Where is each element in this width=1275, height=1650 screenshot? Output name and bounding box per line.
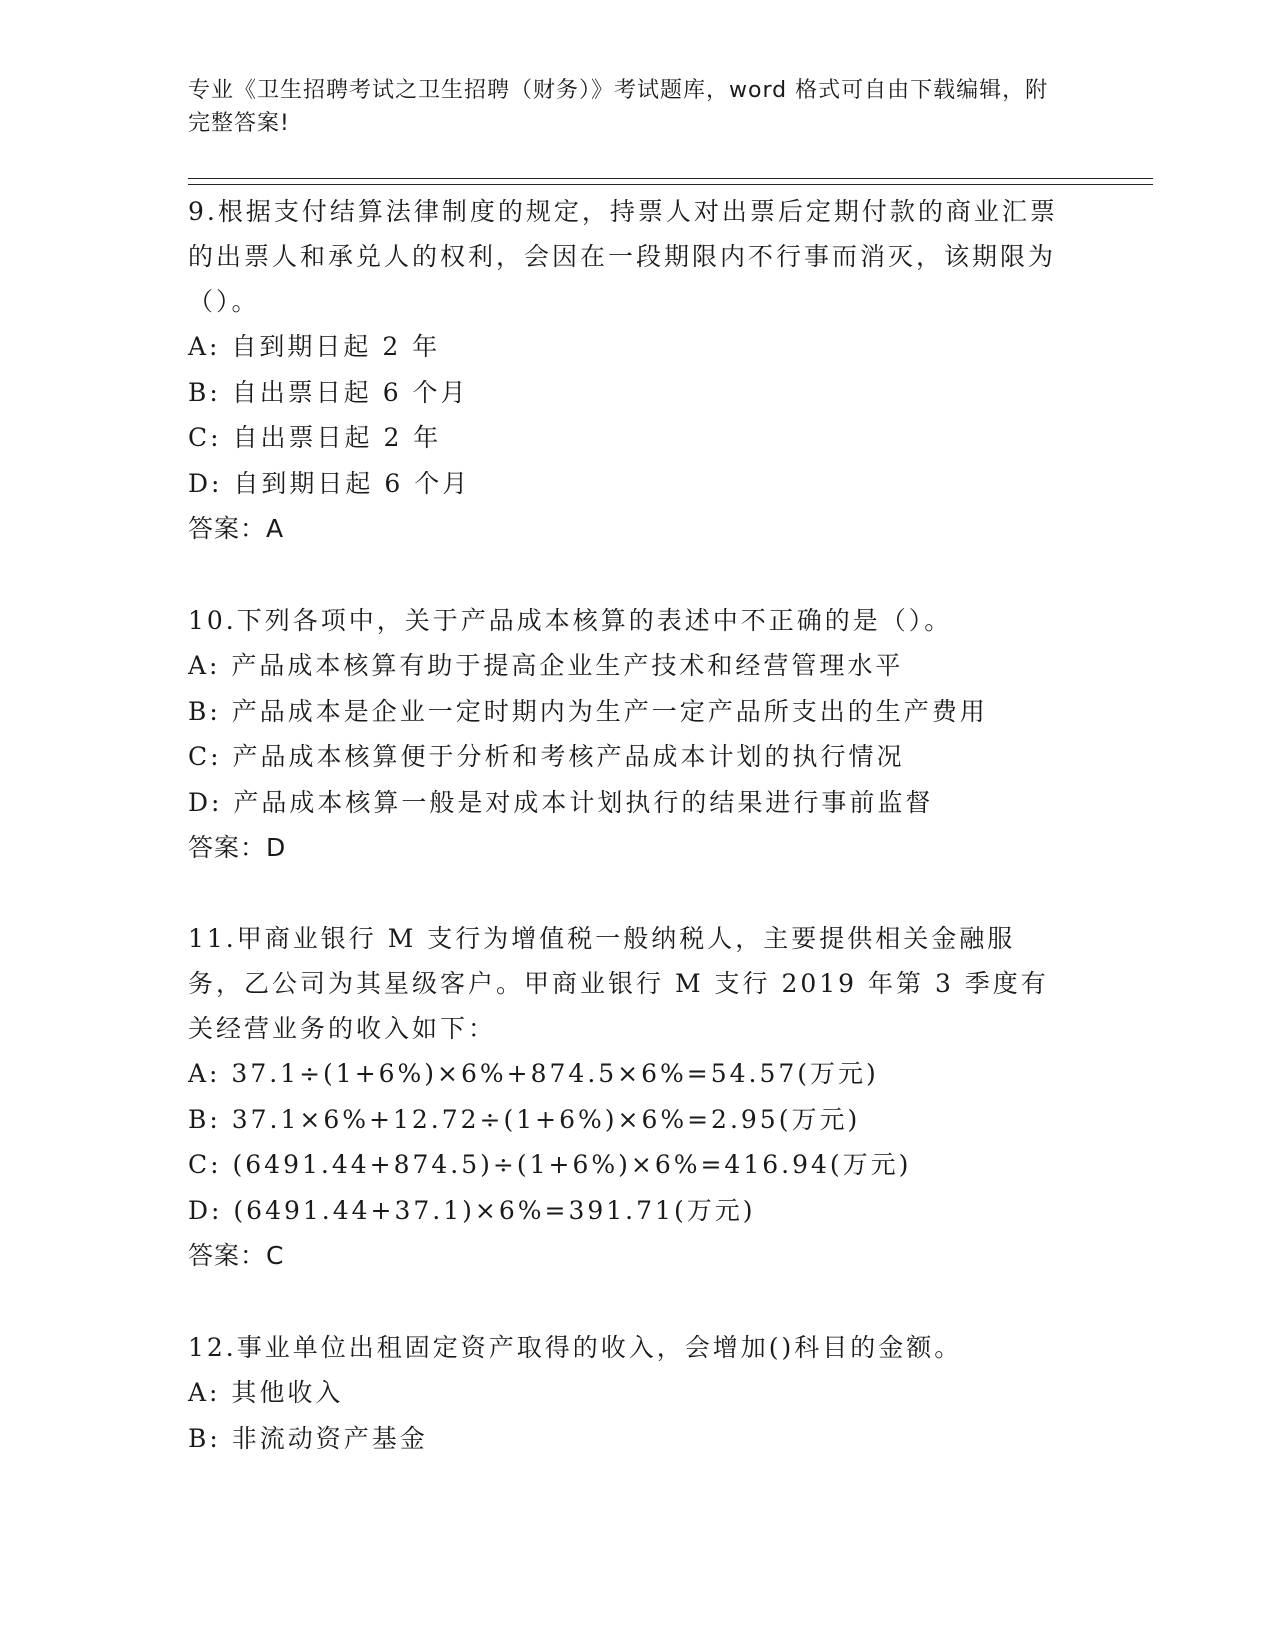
option-b: B: 产品成本是企业一定时期内为生产一定产品所支出的生产费用 [188,696,988,726]
question-11 [188,916,1068,1278]
option-b: B: 37.1×6%+12.72÷(1+6%)×6%=2.95(万元) [188,1104,861,1134]
question-stem: 9.根据支付结算法律制度的规定，持票人对出票后定期付款的商业汇票的出票人和承兑人的权利，会因在一段期限内不行事而消灭，该期限为（）。 [188,197,1058,316]
option-a: A: 产品成本核算有助于提高企业生产技术和经营管理水平 [188,651,904,680]
question-stem: 12.事业单位出租固定资产取得的收入，会增加()科目的金额。 [188,1333,963,1362]
header-divider-top [188,178,1153,179]
answer: 答案：C [188,1241,285,1270]
document-header: 专业《卫生招聘考试之卫生招聘（财务）》考试题库，word 格式可自由下载编辑，附完整答案! [188,78,1049,136]
answer: 答案：D [188,833,287,862]
question-stem: 11.甲商业银行 M 支行为增值税一般纳税人，主要提供相关金融服务，乙公司为其星级客户。甲商业银行 M 支行 2019 年第 3 季度有关经营业务的收入如下： [188,924,1049,1043]
option-d: D: (6491.44+37.1)×6%=391.71(万元) [188,1195,756,1225]
option-d: D: 产品成本核算一般是对成本计划执行的结果进行事前监督 [188,787,934,817]
option-a: A: 自到期日起 2 年 [188,332,441,361]
option-c: C: 产品成本核算便于分析和考核产品成本计划的执行情况 [188,742,905,771]
question-9 [188,189,1068,551]
option-a: A: 37.1÷(1+6%)×6%+874.5×6%=54.57(万元) [188,1059,879,1088]
option-a: A: 其他收入 [188,1378,344,1407]
option-d: D: 自到期日起 6 个月 [188,468,471,498]
option-c: C: 自出票日起 2 年 [188,423,442,452]
header-divider-bottom [188,184,1153,185]
answer: 答案：A [188,514,285,543]
question-12 [188,1325,1068,1461]
option-b: B: 自出票日起 6 个月 [188,377,469,407]
option-c: C: (6491.44+874.5)÷(1+6%)×6%=416.94(万元) [188,1150,912,1179]
option-b: B: 非流动资产基金 [188,1423,428,1453]
question-stem: 10.下列各项中，关于产品成本核算的表述中不正确的是（）。 [188,606,953,635]
question-10 [188,598,1068,870]
